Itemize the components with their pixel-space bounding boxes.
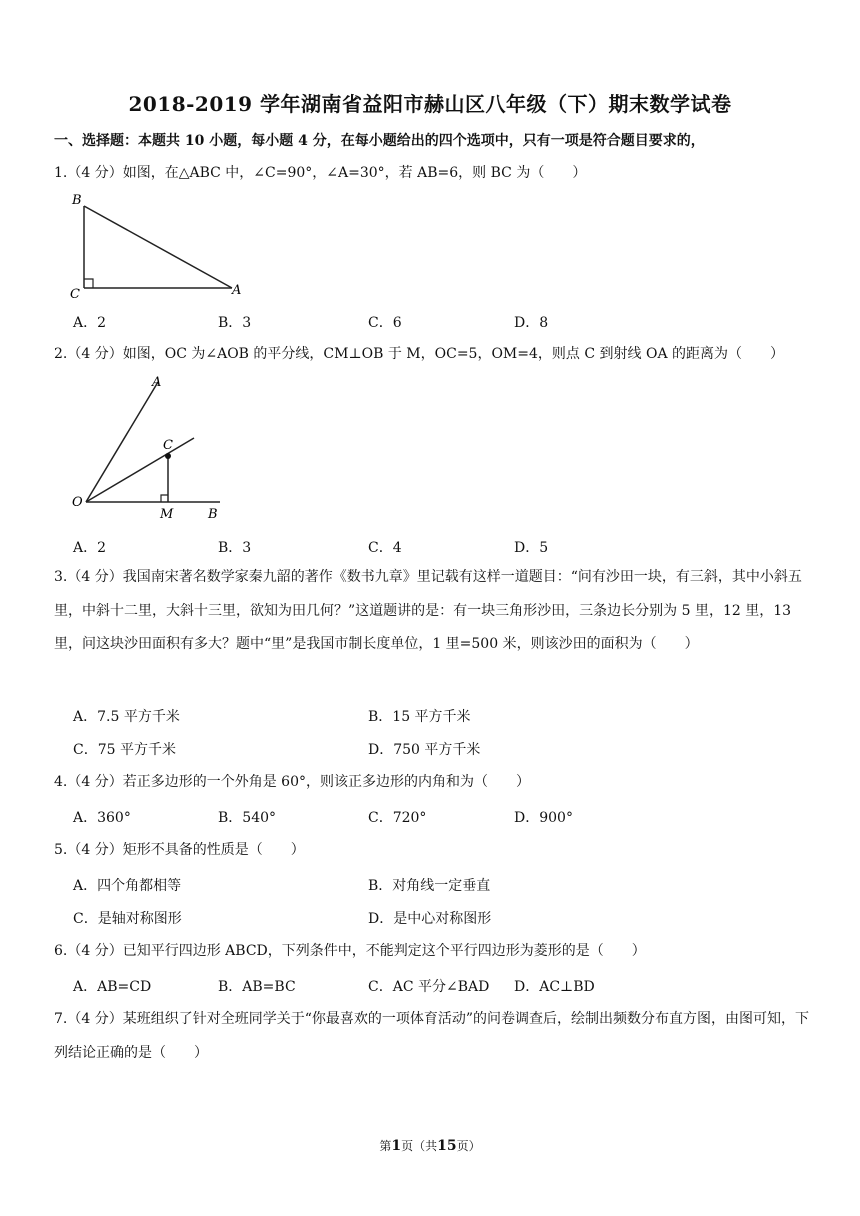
option-d: D．是中心对称图形	[368, 911, 492, 927]
question-number: 4.	[54, 774, 68, 790]
question-score: （4 分）	[67, 943, 123, 959]
point-label-m: M	[160, 507, 174, 522]
question-score: （4 分）	[67, 569, 123, 585]
option-b: B．15 平方千米	[368, 709, 471, 725]
option-a: A．2	[73, 315, 107, 331]
option-b: B．3	[218, 540, 252, 556]
option-d: D．AC⊥BD	[514, 979, 595, 995]
question-text: 某班组织了针对全班同学关于“你最喜欢的一项体育活动”的问卷调查后，绘制出频数分布直方图，由图可知，下列结论正确的是（ ）	[54, 1011, 810, 1061]
footer-prefix: 第	[379, 1139, 392, 1153]
option-c: C．75 平方千米	[73, 742, 176, 758]
question-number: 7.	[54, 1011, 68, 1027]
page-number: 1	[391, 1138, 402, 1154]
option-a: A．四个角都相等	[73, 878, 182, 894]
option-b: B．3	[218, 315, 252, 331]
question-score: （4 分）	[67, 346, 123, 362]
question-score: （4 分）	[67, 165, 123, 181]
question-text: 如图，在△ABC 中，∠C=90°，∠A=30°，若 AB=6，则 BC 为（ ）	[122, 165, 587, 181]
angle-bisector-figure	[62, 370, 232, 522]
page-title: 2018-2019 学年湖南省益阳市赫山区八年级（下）期末数学试卷	[128, 92, 732, 116]
option-b: B．540°	[218, 810, 277, 826]
option-c: C．是轴对称图形	[73, 911, 182, 927]
question-7	[54, 1003, 812, 1070]
option-d: D．5	[514, 540, 549, 556]
question-text: 如图，OC 为∠AOB 的平分线，CM⊥OB 于 M，OC=5，OM=4，则点 C 到射线 OA 的距离为（ ）	[122, 346, 785, 362]
option-d: D．900°	[514, 810, 573, 826]
question-text: 矩形不具备的性质是（ ）	[122, 842, 305, 858]
option-d: D．750 平方千米	[368, 742, 481, 758]
option-c: C．AC 平分∠BAD	[368, 979, 490, 995]
question-6	[54, 942, 646, 960]
option-d: D．8	[514, 315, 549, 331]
point-label-c: C	[163, 438, 173, 453]
option-a: A．360°	[73, 810, 131, 826]
option-c: C．6	[368, 315, 402, 331]
option-a: A．2	[73, 540, 107, 556]
question-number: 5.	[54, 842, 68, 858]
point-label-b: B	[208, 507, 218, 522]
question-4	[54, 773, 530, 791]
question-3	[54, 561, 812, 662]
option-a: A．7.5 平方千米	[73, 709, 180, 725]
page-footer	[0, 1137, 860, 1154]
point-label-a: A	[152, 375, 162, 390]
point-label-c: C	[70, 287, 80, 302]
question-number: 2.	[54, 346, 68, 362]
section-heading: 一、选择题：本题共 10 小题，每小题 4 分，在每小题给出的四个选项中，只有一项是符合题目要求的，	[54, 133, 705, 149]
question-number: 6.	[54, 943, 68, 959]
footer-middle: 页（共	[401, 1139, 438, 1153]
question-1	[54, 164, 586, 182]
total-pages: 15	[437, 1138, 457, 1154]
question-number: 1.	[54, 165, 68, 181]
question-score: （4 分）	[67, 842, 123, 858]
point-label-o: O	[72, 495, 83, 510]
option-b: B．AB=BC	[218, 979, 296, 995]
question-text: 已知平行四边形 ABCD，下列条件中，不能判定这个平行四边形为菱形的是（ ）	[122, 943, 646, 959]
question-number: 3.	[54, 569, 68, 585]
option-b: B．对角线一定垂直	[368, 878, 491, 894]
question-text: 我国南宋著名数学家秦九韶的著作《数书九章》里记载有这样一道题目：“问有沙田一块，有三斜，其中小斜五里，中斜十二里，大斜十三里，欲知为田几何？”这道题讲的是：有一块三角形沙田，三条边长分别为 5 里，12 里，13 里，问这块沙田面积有多大？题中“里”是我国市制长度单位，1 里=500 米，则该沙田的面积为（ ）	[54, 569, 802, 652]
option-c: C．720°	[368, 810, 427, 826]
point-label-b: B	[72, 193, 82, 208]
option-a: A．AB=CD	[73, 979, 152, 995]
option-c: C．4	[368, 540, 402, 556]
question-text: 若正多边形的一个外角是 60°，则该正多边形的内角和为（ ）	[122, 774, 530, 790]
point-label-a: A	[232, 283, 242, 298]
question-2	[54, 345, 784, 363]
question-score: （4 分）	[67, 1011, 123, 1027]
triangle-abc-figure	[62, 190, 252, 302]
question-score: （4 分）	[67, 774, 123, 790]
question-5	[54, 841, 305, 859]
footer-suffix: 页）	[456, 1139, 481, 1153]
